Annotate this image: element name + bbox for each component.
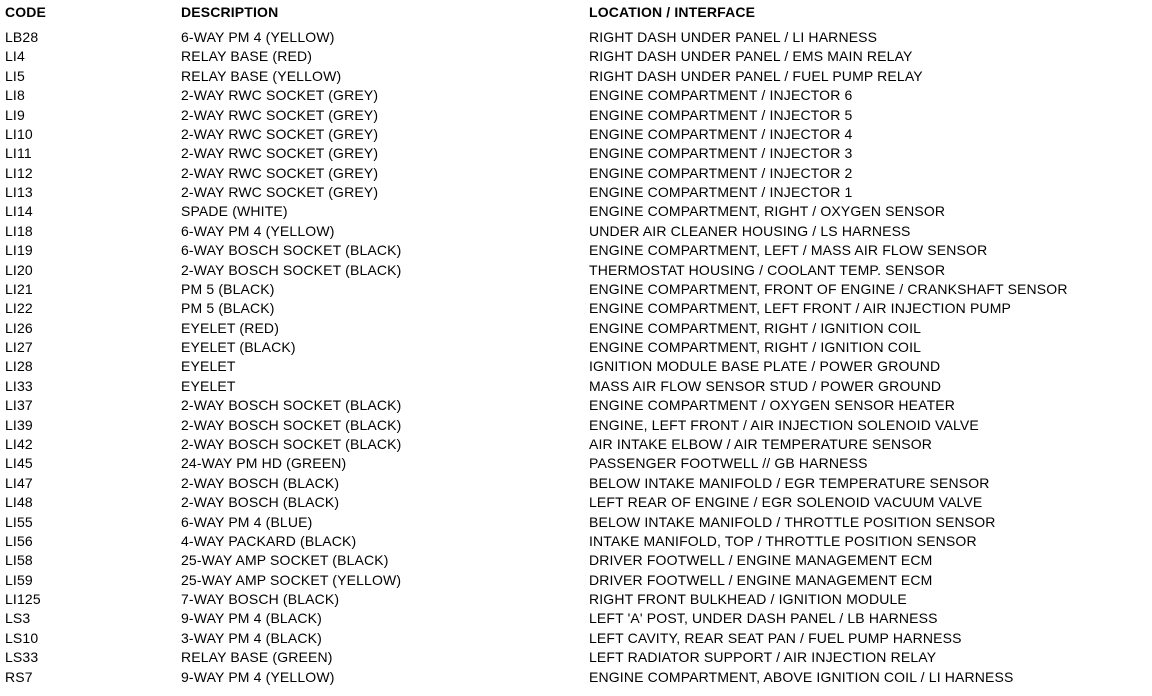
table-row <box>0 513 1152 532</box>
table-row <box>0 571 1152 590</box>
description-cell: 9-WAY PM 4 (YELLOW) <box>181 668 335 685</box>
description-cell: 6-WAY BOSCH SOCKET (BLACK) <box>181 242 402 259</box>
location-cell: BELOW INTAKE MANIFOLD / THROTTLE POSITION SENSOR <box>589 513 996 530</box>
location-cell: ENGINE COMPARTMENT, RIGHT / IGNITION COIL <box>589 319 922 336</box>
location-cell: RIGHT DASH UNDER PANEL / EMS MAIN RELAY <box>589 48 913 65</box>
description-cell: 2-WAY RWC SOCKET (GREY) <box>181 106 379 123</box>
code-cell: LI9 <box>5 106 25 123</box>
code-cell: LI58 <box>5 552 33 569</box>
description-cell: 2-WAY BOSCH (BLACK) <box>181 474 340 491</box>
table-row <box>0 551 1152 570</box>
code-cell: LI19 <box>5 242 33 259</box>
table-row <box>0 280 1152 299</box>
table-row <box>0 493 1152 512</box>
description-cell: 4-WAY PACKARD (BLACK) <box>181 532 357 549</box>
table-row <box>0 222 1152 241</box>
table-row <box>0 377 1152 396</box>
table-row <box>0 86 1152 105</box>
location-cell: ENGINE COMPARTMENT / INJECTOR 6 <box>589 87 853 104</box>
code-cell: LI47 <box>5 474 33 491</box>
location-cell: ENGINE COMPARTMENT / INJECTOR 3 <box>589 145 853 162</box>
location-cell: ENGINE COMPARTMENT, LEFT FRONT / AIR INJECTION PUMP <box>589 300 1011 317</box>
location-cell: UNDER AIR CLEANER HOUSING / LS HARNESS <box>589 222 911 239</box>
description-cell: 7-WAY BOSCH (BLACK) <box>181 591 340 608</box>
description-cell: 2-WAY RWC SOCKET (GREY) <box>181 87 379 104</box>
code-cell: LI13 <box>5 184 33 201</box>
table-row <box>0 67 1152 86</box>
code-cell: LI33 <box>5 377 33 394</box>
code-cell: LI56 <box>5 532 33 549</box>
table-row <box>0 28 1152 47</box>
code-cell: LI4 <box>5 48 25 65</box>
location-cell: LEFT RADIATOR SUPPORT / AIR INJECTION RELAY <box>589 649 937 666</box>
location-cell: ENGINE COMPARTMENT, LEFT / MASS AIR FLOW SENSOR <box>589 242 988 259</box>
location-cell: ENGINE COMPARTMENT, RIGHT / IGNITION COIL <box>589 339 922 356</box>
code-cell: RS7 <box>5 668 33 685</box>
code-cell: LI11 <box>5 145 32 162</box>
description-cell: 2-WAY BOSCH SOCKET (BLACK) <box>181 416 402 433</box>
code-cell: LS33 <box>5 649 39 666</box>
code-cell: LI39 <box>5 416 33 433</box>
code-cell: LI55 <box>5 513 33 530</box>
location-cell: BELOW INTAKE MANIFOLD / EGR TEMPERATURE SENSOR <box>589 474 990 491</box>
description-cell: 6-WAY PM 4 (YELLOW) <box>181 222 335 239</box>
table-row <box>0 299 1152 318</box>
description-cell: 2-WAY BOSCH SOCKET (BLACK) <box>181 397 402 414</box>
table-row <box>0 106 1152 125</box>
description-cell: 2-WAY BOSCH SOCKET (BLACK) <box>181 261 402 278</box>
location-cell: IGNITION MODULE BASE PLATE / POWER GROUND <box>589 358 941 375</box>
code-cell: LI27 <box>5 339 33 356</box>
location-cell: RIGHT FRONT BULKHEAD / IGNITION MODULE <box>589 591 907 608</box>
description-cell: 2-WAY RWC SOCKET (GREY) <box>181 125 379 142</box>
location-cell: LEFT CAVITY, REAR SEAT PAN / FUEL PUMP HARNESS <box>589 629 962 646</box>
code-cell: LI22 <box>5 300 33 317</box>
table-row <box>0 629 1152 648</box>
table-row <box>0 202 1152 221</box>
description-cell: EYELET (RED) <box>181 319 280 336</box>
code-cell: LI12 <box>5 164 33 181</box>
code-cell: LI42 <box>5 435 33 452</box>
description-cell: RELAY BASE (YELLOW) <box>181 67 342 84</box>
location-cell: RIGHT DASH UNDER PANEL / FUEL PUMP RELAY <box>589 67 923 84</box>
location-cell: ENGINE COMPARTMENT / INJECTOR 1 <box>589 184 853 201</box>
description-cell: 2-WAY BOSCH (BLACK) <box>181 494 340 511</box>
location-header: LOCATION / INTERFACE <box>589 4 756 20</box>
table-row <box>0 609 1152 628</box>
table-row <box>0 435 1152 454</box>
code-header: CODE <box>5 4 47 20</box>
description-cell: 6-WAY PM 4 (YELLOW) <box>181 29 335 45</box>
description-cell: 6-WAY PM 4 (BLUE) <box>181 513 313 530</box>
description-cell: 3-WAY PM 4 (BLACK) <box>181 629 322 646</box>
description-cell: 25-WAY AMP SOCKET (BLACK) <box>181 552 389 569</box>
location-cell: ENGINE COMPARTMENT / INJECTOR 4 <box>589 125 853 142</box>
location-cell: AIR INTAKE ELBOW / AIR TEMPERATURE SENSOR <box>589 435 932 452</box>
location-cell: DRIVER FOOTWELL / ENGINE MANAGEMENT ECM <box>589 552 933 569</box>
table-row <box>0 338 1152 357</box>
description-cell: RELAY BASE (GREEN) <box>181 649 333 666</box>
description-cell: 25-WAY AMP SOCKET (YELLOW) <box>181 571 402 588</box>
description-cell: 2-WAY RWC SOCKET (GREY) <box>181 184 379 201</box>
table-row <box>0 454 1152 473</box>
code-cell: LI21 <box>5 280 33 297</box>
table-row <box>0 590 1152 609</box>
table-row <box>0 474 1152 493</box>
table-row <box>0 261 1152 280</box>
description-cell: EYELET <box>181 377 236 394</box>
table-row <box>0 416 1152 435</box>
description-cell: RELAY BASE (RED) <box>181 48 313 65</box>
location-cell: ENGINE COMPARTMENT / INJECTOR 2 <box>589 164 853 181</box>
description-cell: PM 5 (BLACK) <box>181 280 275 297</box>
description-cell: EYELET <box>181 358 236 375</box>
table-row <box>0 164 1152 183</box>
code-cell: LI18 <box>5 222 33 239</box>
code-cell: LI45 <box>5 455 33 472</box>
location-cell: PASSENGER FOOTWELL // GB HARNESS <box>589 455 868 472</box>
location-cell: LEFT REAR OF ENGINE / EGR SOLENOID VACUUM VALVE <box>589 494 983 511</box>
table-row <box>0 183 1152 202</box>
table-row <box>0 319 1152 338</box>
description-cell: 2-WAY RWC SOCKET (GREY) <box>181 164 379 181</box>
description-cell: SPADE (WHITE) <box>181 203 288 220</box>
location-cell: LEFT 'A' POST, UNDER DASH PANEL / LB HARNESS <box>589 610 938 627</box>
table-row <box>0 357 1152 376</box>
code-cell: LI20 <box>5 261 33 278</box>
table-row <box>0 396 1152 415</box>
description-cell: 24-WAY PM HD (GREEN) <box>181 455 347 472</box>
table-row <box>0 144 1152 163</box>
code-cell: LI37 <box>5 397 33 414</box>
location-cell: MASS AIR FLOW SENSOR STUD / POWER GROUND <box>589 377 942 394</box>
code-cell: LS10 <box>5 629 39 646</box>
code-cell: LI5 <box>5 67 25 84</box>
code-cell: LI125 <box>5 591 41 608</box>
table-row <box>0 125 1152 144</box>
location-cell: ENGINE COMPARTMENT, RIGHT / OXYGEN SENSOR <box>589 203 946 220</box>
code-cell: LI28 <box>5 358 33 375</box>
code-cell: LI8 <box>5 87 25 104</box>
location-cell: ENGINE COMPARTMENT / INJECTOR 5 <box>589 106 853 123</box>
code-cell: LI59 <box>5 571 33 588</box>
code-cell: LI48 <box>5 494 33 511</box>
table-header <box>0 3 1152 22</box>
location-cell: ENGINE COMPARTMENT / OXYGEN SENSOR HEATER <box>589 397 956 414</box>
code-cell: LS3 <box>5 610 31 627</box>
location-cell: ENGINE COMPARTMENT, FRONT OF ENGINE / CRANKSHAFT SENSOR <box>589 280 1068 297</box>
table-row <box>0 47 1152 66</box>
description-cell: 2-WAY RWC SOCKET (GREY) <box>181 145 379 162</box>
location-cell: THERMOSTAT HOUSING / COOLANT TEMP. SENSOR <box>589 261 946 278</box>
code-cell: LI26 <box>5 319 33 336</box>
table-row <box>0 668 1152 687</box>
code-cell: LB28 <box>5 29 39 45</box>
location-cell: INTAKE MANIFOLD, TOP / THROTTLE POSITION SENSOR <box>589 532 977 549</box>
location-cell: ENGINE, LEFT FRONT / AIR INJECTION SOLENOID VALVE <box>589 416 979 433</box>
code-cell: LI10 <box>5 125 33 142</box>
table-row <box>0 532 1152 551</box>
location-cell: DRIVER FOOTWELL / ENGINE MANAGEMENT ECM <box>589 571 933 588</box>
location-cell: RIGHT DASH UNDER PANEL / LI HARNESS <box>589 29 878 45</box>
description-cell: 9-WAY PM 4 (BLACK) <box>181 610 322 627</box>
description-header: DESCRIPTION <box>181 4 279 20</box>
description-cell: EYELET (BLACK) <box>181 339 296 356</box>
table-row <box>0 241 1152 260</box>
description-cell: PM 5 (BLACK) <box>181 300 275 317</box>
location-cell: ENGINE COMPARTMENT, ABOVE IGNITION COIL / LI HARNESS <box>589 668 1014 685</box>
table-row <box>0 648 1152 667</box>
code-cell: LI14 <box>5 203 33 220</box>
description-cell: 2-WAY BOSCH SOCKET (BLACK) <box>181 435 402 452</box>
